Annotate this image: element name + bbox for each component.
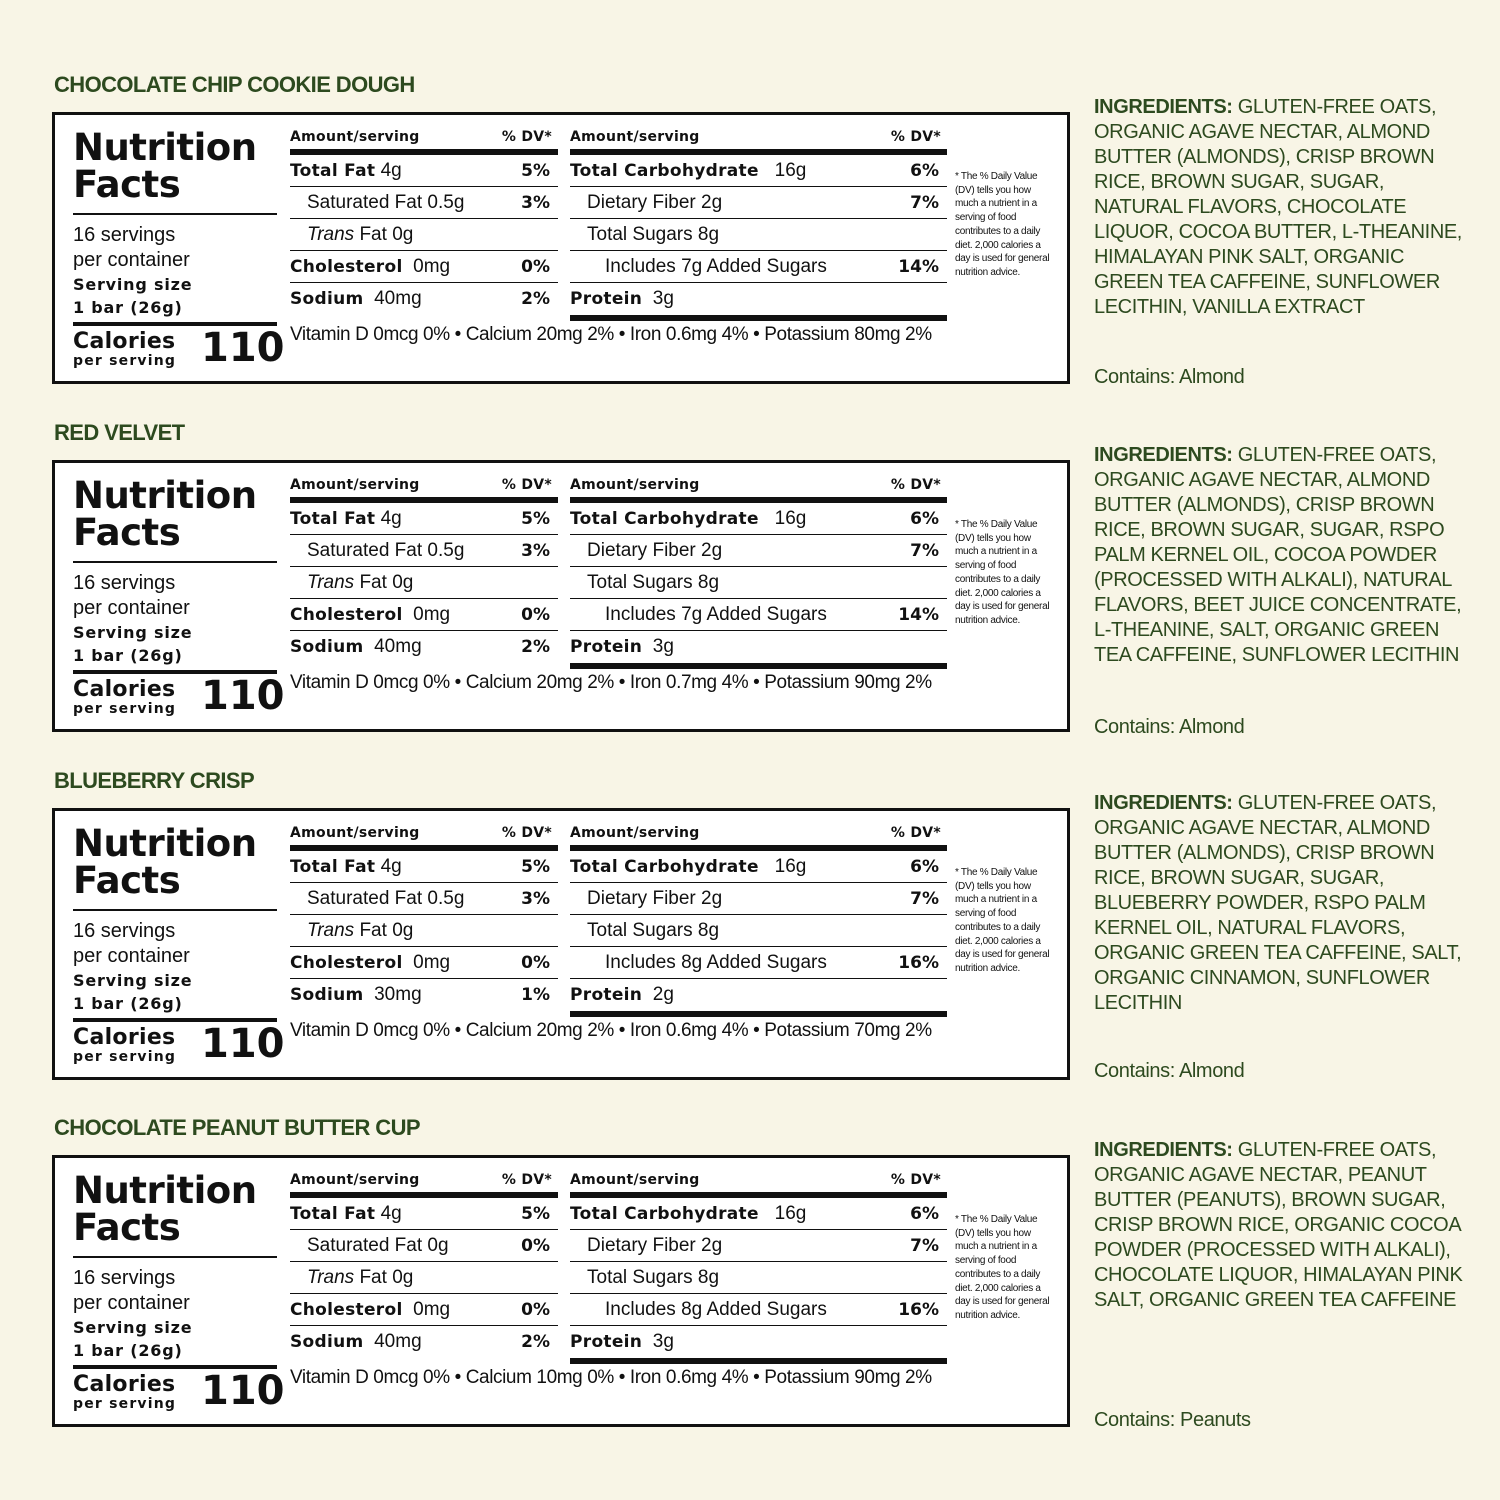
nutrient-column-right (570, 125, 947, 321)
nutrient-row-added-sugars: Includes 8g Added Sugars 16% (570, 1294, 947, 1326)
product-name: RED VELVET (54, 420, 185, 445)
per-serving-label: per serving (73, 701, 177, 717)
nutrient-row-cholesterol: Cholesterol 0mg 0% (290, 599, 558, 631)
divider (570, 663, 947, 669)
daily-value-footnote: * The % Daily Value (DV) tells you how much a nutrient in a serving of food contributes to a daily diet. 2,000 calories a day is used for general nutrition advice. (955, 171, 1050, 278)
ingredients-list (1094, 443, 1464, 668)
ingredients-label: INGREDIENTS: (1094, 1139, 1233, 1161)
per-serving-label: per serving (73, 353, 177, 369)
nutrition-facts-title: Nutrition Facts (73, 1169, 257, 1249)
column-header: Amount/serving % DV* (570, 1172, 941, 1188)
divider (73, 561, 277, 563)
nutrient-column-right (570, 1168, 947, 1364)
nutrient-row-trans-fat: Trans Fat 0g (290, 915, 558, 947)
serving-size-label: Serving size (73, 971, 193, 990)
serving-size-label: Serving size (73, 275, 193, 294)
ingredients-list (1094, 791, 1464, 1016)
nutrient-row-total-carbohydrate: Total Carbohydrate 16g 6% (570, 155, 947, 187)
nutrient-row-total-fat: Total Fat 4g 5% (290, 851, 558, 883)
calories-label: Calories (73, 677, 176, 702)
servings-per-container: 16 servings (73, 1267, 176, 1289)
ingredients-text: GLUTEN-FREE OATS, ORGANIC AGAVE NECTAR, ALMOND BUTTER (ALMONDS), CRISP BROWN RICE, BROWN SUGAR, SUGAR, NATURAL FLAVORS, CHOCOLATE LIQUOR, COCOA BUTTER, L-THEANINE, HIMALAYAN PINK SALT, ORGANIC GREEN TEA CAFFEINE, SUNFLOWER LECITHIN, VANILLA EXTRACT (1094, 96, 1462, 318)
nutrient-column-left (290, 125, 558, 315)
vitamins-line: Vitamin D 0mcg 0% • Calcium 10mg 0% • Iron 0.6mg 4% • Potassium 90mg 2% (290, 1367, 932, 1388)
product-section (0, 768, 1500, 1115)
nutrient-row-cholesterol: Cholesterol 0mg 0% (290, 947, 558, 979)
divider (73, 909, 277, 911)
nutrient-row-saturated-fat: Saturated Fat 0.5g 3% (290, 883, 558, 915)
nutrient-row-trans-fat: Trans Fat 0g (290, 567, 558, 599)
daily-value-footnote: * The % Daily Value (DV) tells you how much a nutrient in a serving of food contributes to a daily diet. 2,000 calories a day is used for general nutrition advice. (955, 867, 1050, 974)
per-serving-label: per serving (73, 1396, 177, 1412)
nutrient-row-total-sugars: Total Sugars 8g (570, 915, 947, 947)
servings-info (73, 571, 283, 667)
column-header: Amount/serving % DV* (290, 825, 552, 841)
allergen-contains: Contains: Peanuts (1094, 1409, 1251, 1431)
servings-per-container-2: per container (73, 945, 190, 967)
ingredients-text: GLUTEN-FREE OATS, ORGANIC AGAVE NECTAR, PEANUT BUTTER (PEANUTS), BROWN SUGAR, CRISP BROWN RICE, ORGANIC COCOA POWDER (PROCESSED WITH ALKALI), CHOCOLATE LIQUOR, HIMALAYAN PINK SALT, ORGANIC GREEN TEA CAFFEINE (1094, 1139, 1463, 1311)
serving-size-value: 1 bar (26g) (73, 994, 183, 1013)
product-section (0, 420, 1500, 767)
calories-label: Calories (73, 1372, 176, 1397)
nutrient-row-sodium: Sodium 40mg 2% (290, 636, 550, 657)
serving-size-label: Serving size (73, 623, 193, 642)
column-header: Amount/serving % DV* (570, 477, 941, 493)
divider (570, 315, 947, 321)
nutrient-row-total-sugars: Total Sugars 8g (570, 219, 947, 251)
nutrient-column-left (290, 473, 558, 663)
ingredients-label: INGREDIENTS: (1094, 444, 1233, 466)
nutrient-row-total-fat: Total Fat 4g 5% (290, 1198, 558, 1230)
divider (73, 213, 277, 215)
calories-value: 110 (201, 1021, 285, 1067)
servings-per-container-2: per container (73, 1292, 190, 1314)
calories-value: 110 (201, 673, 285, 719)
nutrient-row-cholesterol: Cholesterol 0mg 0% (290, 251, 558, 283)
nutrient-row-added-sugars: Includes 7g Added Sugars 14% (570, 599, 947, 631)
calories-label: Calories (73, 329, 176, 354)
nutrition-facts-title: Nutrition Facts (73, 126, 257, 206)
nutrient-row-total-sugars: Total Sugars 8g (570, 567, 947, 599)
nutrition-facts-label (52, 460, 1070, 732)
product-section (0, 72, 1500, 419)
nutrient-row-saturated-fat: Saturated Fat 0.5g 3% (290, 535, 558, 567)
allergen-contains: Contains: Almond (1094, 1060, 1245, 1082)
nutrition-facts-title: Nutrition Facts (73, 822, 257, 902)
divider (570, 1011, 947, 1017)
nutrient-row-total-carbohydrate: Total Carbohydrate 16g 6% (570, 503, 947, 535)
nutrient-row-trans-fat: Trans Fat 0g (290, 219, 558, 251)
nutrient-row-total-carbohydrate: Total Carbohydrate 16g 6% (570, 1198, 947, 1230)
nutrient-column-right (570, 821, 947, 1017)
nutrient-row-protein: Protein 2g (570, 984, 674, 1005)
column-header: Amount/serving % DV* (290, 1172, 552, 1188)
daily-value-footnote: * The % Daily Value (DV) tells you how much a nutrient in a serving of food contributes to a daily diet. 2,000 calories a day is used for general nutrition advice. (955, 1214, 1050, 1321)
product-section (0, 1115, 1500, 1462)
nutrient-row-sodium: Sodium 40mg 2% (290, 288, 550, 309)
servings-per-container: 16 servings (73, 224, 176, 246)
divider (73, 1256, 277, 1258)
servings-per-container-2: per container (73, 249, 190, 271)
nutrient-row-sodium: Sodium 40mg 2% (290, 1331, 550, 1352)
nutrient-column-left (290, 821, 558, 1011)
nutrient-row-total-fat: Total Fat 4g 5% (290, 155, 558, 187)
serving-size-value: 1 bar (26g) (73, 298, 183, 317)
nutrient-row-dietary-fiber: Dietary Fiber 2g 7% (570, 535, 947, 567)
ingredients-label: INGREDIENTS: (1094, 792, 1233, 814)
nutrient-row-dietary-fiber: Dietary Fiber 2g 7% (570, 1230, 947, 1262)
nutrition-facts-label (52, 112, 1070, 384)
servings-per-container: 16 servings (73, 572, 176, 594)
per-serving-label: per serving (73, 1049, 177, 1065)
column-header: Amount/serving % DV* (570, 825, 941, 841)
ingredients-text: GLUTEN-FREE OATS, ORGANIC AGAVE NECTAR, ALMOND BUTTER (ALMONDS), CRISP BROWN RICE, BROWN SUGAR, SUGAR, BLUEBERRY POWDER, RSPO PALM KERNEL OIL, NATURAL FLAVORS, ORGANIC GREEN TEA CAFFEINE, SALT, ORGANIC CINNAMON, SUNFLOWER LECITHIN (1094, 792, 1462, 1014)
nutrient-row-total-sugars: Total Sugars 8g (570, 1262, 947, 1294)
nutrient-row-dietary-fiber: Dietary Fiber 2g 7% (570, 187, 947, 219)
product-name: BLUEBERRY CRISP (54, 768, 255, 793)
servings-per-container: 16 servings (73, 920, 176, 942)
product-name: CHOCOLATE PEANUT BUTTER CUP (54, 1115, 420, 1140)
ingredients-text: GLUTEN-FREE OATS, ORGANIC AGAVE NECTAR, ALMOND BUTTER (ALMONDS), CRISP BROWN RICE, BROWN SUGAR, SUGAR, RSPO PALM KERNEL OIL, COCOA POWDER (PROCESSED WITH ALKALI), NATURAL FLAVORS, BEET JUICE CONCENTRATE, L-THEANINE, SALT, ORGANIC GREEN TEA CAFFEINE, SUNFLOWER LECITHIN (1094, 444, 1462, 666)
ingredients-list (1094, 95, 1464, 320)
nutrition-facts-label (52, 1155, 1070, 1427)
column-header: Amount/serving % DV* (570, 129, 941, 145)
nutrient-row-total-carbohydrate: Total Carbohydrate 16g 6% (570, 851, 947, 883)
servings-info (73, 919, 283, 1015)
serving-size-value: 1 bar (26g) (73, 1341, 183, 1360)
nutrient-row-cholesterol: Cholesterol 0mg 0% (290, 1294, 558, 1326)
column-header: Amount/serving % DV* (290, 477, 552, 493)
calories-value: 110 (201, 325, 285, 371)
column-header: Amount/serving % DV* (290, 129, 552, 145)
vitamins-line: Vitamin D 0mcg 0% • Calcium 20mg 2% • Iron 0.6mg 4% • Potassium 80mg 2% (290, 324, 932, 345)
calories-label: Calories (73, 1025, 176, 1050)
servings-info (73, 1266, 283, 1362)
servings-per-container-2: per container (73, 597, 190, 619)
nutrient-row-saturated-fat: Saturated Fat 0.5g 3% (290, 187, 558, 219)
calories-value: 110 (201, 1368, 285, 1414)
serving-size-value: 1 bar (26g) (73, 646, 183, 665)
nutrition-facts-label (52, 808, 1070, 1080)
nutrient-column-left (290, 1168, 558, 1358)
nutrition-facts-title: Nutrition Facts (73, 474, 257, 554)
nutrient-row-sodium: Sodium 30mg 1% (290, 984, 550, 1005)
nutrient-row-added-sugars: Includes 8g Added Sugars 16% (570, 947, 947, 979)
nutrient-row-total-fat: Total Fat 4g 5% (290, 503, 558, 535)
ingredients-list (1094, 1138, 1464, 1313)
nutrient-row-added-sugars: Includes 7g Added Sugars 14% (570, 251, 947, 283)
vitamins-line: Vitamin D 0mcg 0% • Calcium 20mg 2% • Iron 0.6mg 4% • Potassium 70mg 2% (290, 1020, 932, 1041)
nutrient-row-protein: Protein 3g (570, 1331, 674, 1352)
nutrient-row-trans-fat: Trans Fat 0g (290, 1262, 558, 1294)
nutrient-column-right (570, 473, 947, 669)
nutrient-row-dietary-fiber: Dietary Fiber 2g 7% (570, 883, 947, 915)
divider (570, 1358, 947, 1364)
product-name: CHOCOLATE CHIP COOKIE DOUGH (54, 72, 415, 97)
nutrient-row-saturated-fat: Saturated Fat 0g 0% (290, 1230, 558, 1262)
nutrient-row-protein: Protein 3g (570, 636, 674, 657)
nutrient-row-protein: Protein 3g (570, 288, 674, 309)
servings-info (73, 223, 283, 319)
daily-value-footnote: * The % Daily Value (DV) tells you how much a nutrient in a serving of food contributes to a daily diet. 2,000 calories a day is used for general nutrition advice. (955, 519, 1050, 626)
allergen-contains: Contains: Almond (1094, 366, 1245, 388)
vitamins-line: Vitamin D 0mcg 0% • Calcium 20mg 2% • Iron 0.7mg 4% • Potassium 90mg 2% (290, 672, 932, 693)
allergen-contains: Contains: Almond (1094, 716, 1245, 738)
serving-size-label: Serving size (73, 1318, 193, 1337)
ingredients-label: INGREDIENTS: (1094, 96, 1233, 118)
